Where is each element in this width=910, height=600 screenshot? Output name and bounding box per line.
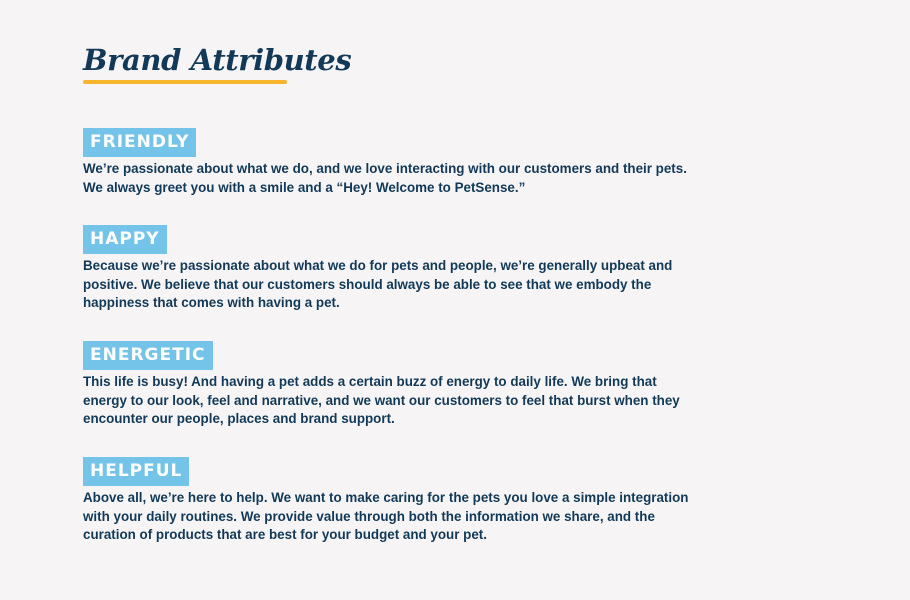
- attribute-happy: [83, 225, 693, 313]
- attribute-description-happy: [83, 257, 693, 313]
- description-line: happiness that comes with having a pet.: [83, 295, 340, 311]
- attribute-energetic: [83, 341, 693, 429]
- attribute-label-energetic: ENERGETIC: [83, 341, 213, 370]
- attribute-friendly: [83, 128, 693, 197]
- description-line: We always greet you with a smile and a “Hey! Welcome to PetSense.”: [83, 179, 526, 195]
- attribute-label-happy: HAPPY: [83, 225, 167, 254]
- page-title: Brand Attributes: [83, 43, 352, 77]
- attribute-description-energetic: [83, 373, 693, 429]
- attribute-description-friendly: [83, 160, 693, 197]
- title-underline: [83, 80, 287, 84]
- description-line: encounter our people, places and brand support.: [83, 411, 395, 427]
- attribute-description-helpful: [83, 489, 693, 545]
- attribute-label-helpful: HELPFUL: [83, 457, 189, 486]
- description-line: This life is busy! And having a pet adds a certain buzz of energy to daily life. We bring that: [83, 374, 657, 389]
- description-line: curation of products that are best for your budget and your pet.: [83, 527, 487, 543]
- attribute-helpful: [83, 457, 693, 545]
- description-line: Above all, we’re here to help. We want to make caring for the pets you love a simple integration: [83, 490, 689, 505]
- description-line: positive. We believe that our customers should always be able to see that we embody the: [83, 276, 652, 292]
- description-line: We’re passionate about what we do, and we love interacting with our customers and their pets.: [83, 161, 687, 176]
- title-block: [83, 40, 351, 80]
- description-line: energy to our look, feel and narrative, and we want our customers to feel that burst when they: [83, 392, 680, 408]
- attribute-label-friendly: FRIENDLY: [83, 128, 196, 157]
- description-line: Because we’re passionate about what we do for pets and people, we’re generally upbeat and: [83, 258, 673, 273]
- description-line: with your daily routines. We provide value through both the information we share, and the: [83, 508, 655, 524]
